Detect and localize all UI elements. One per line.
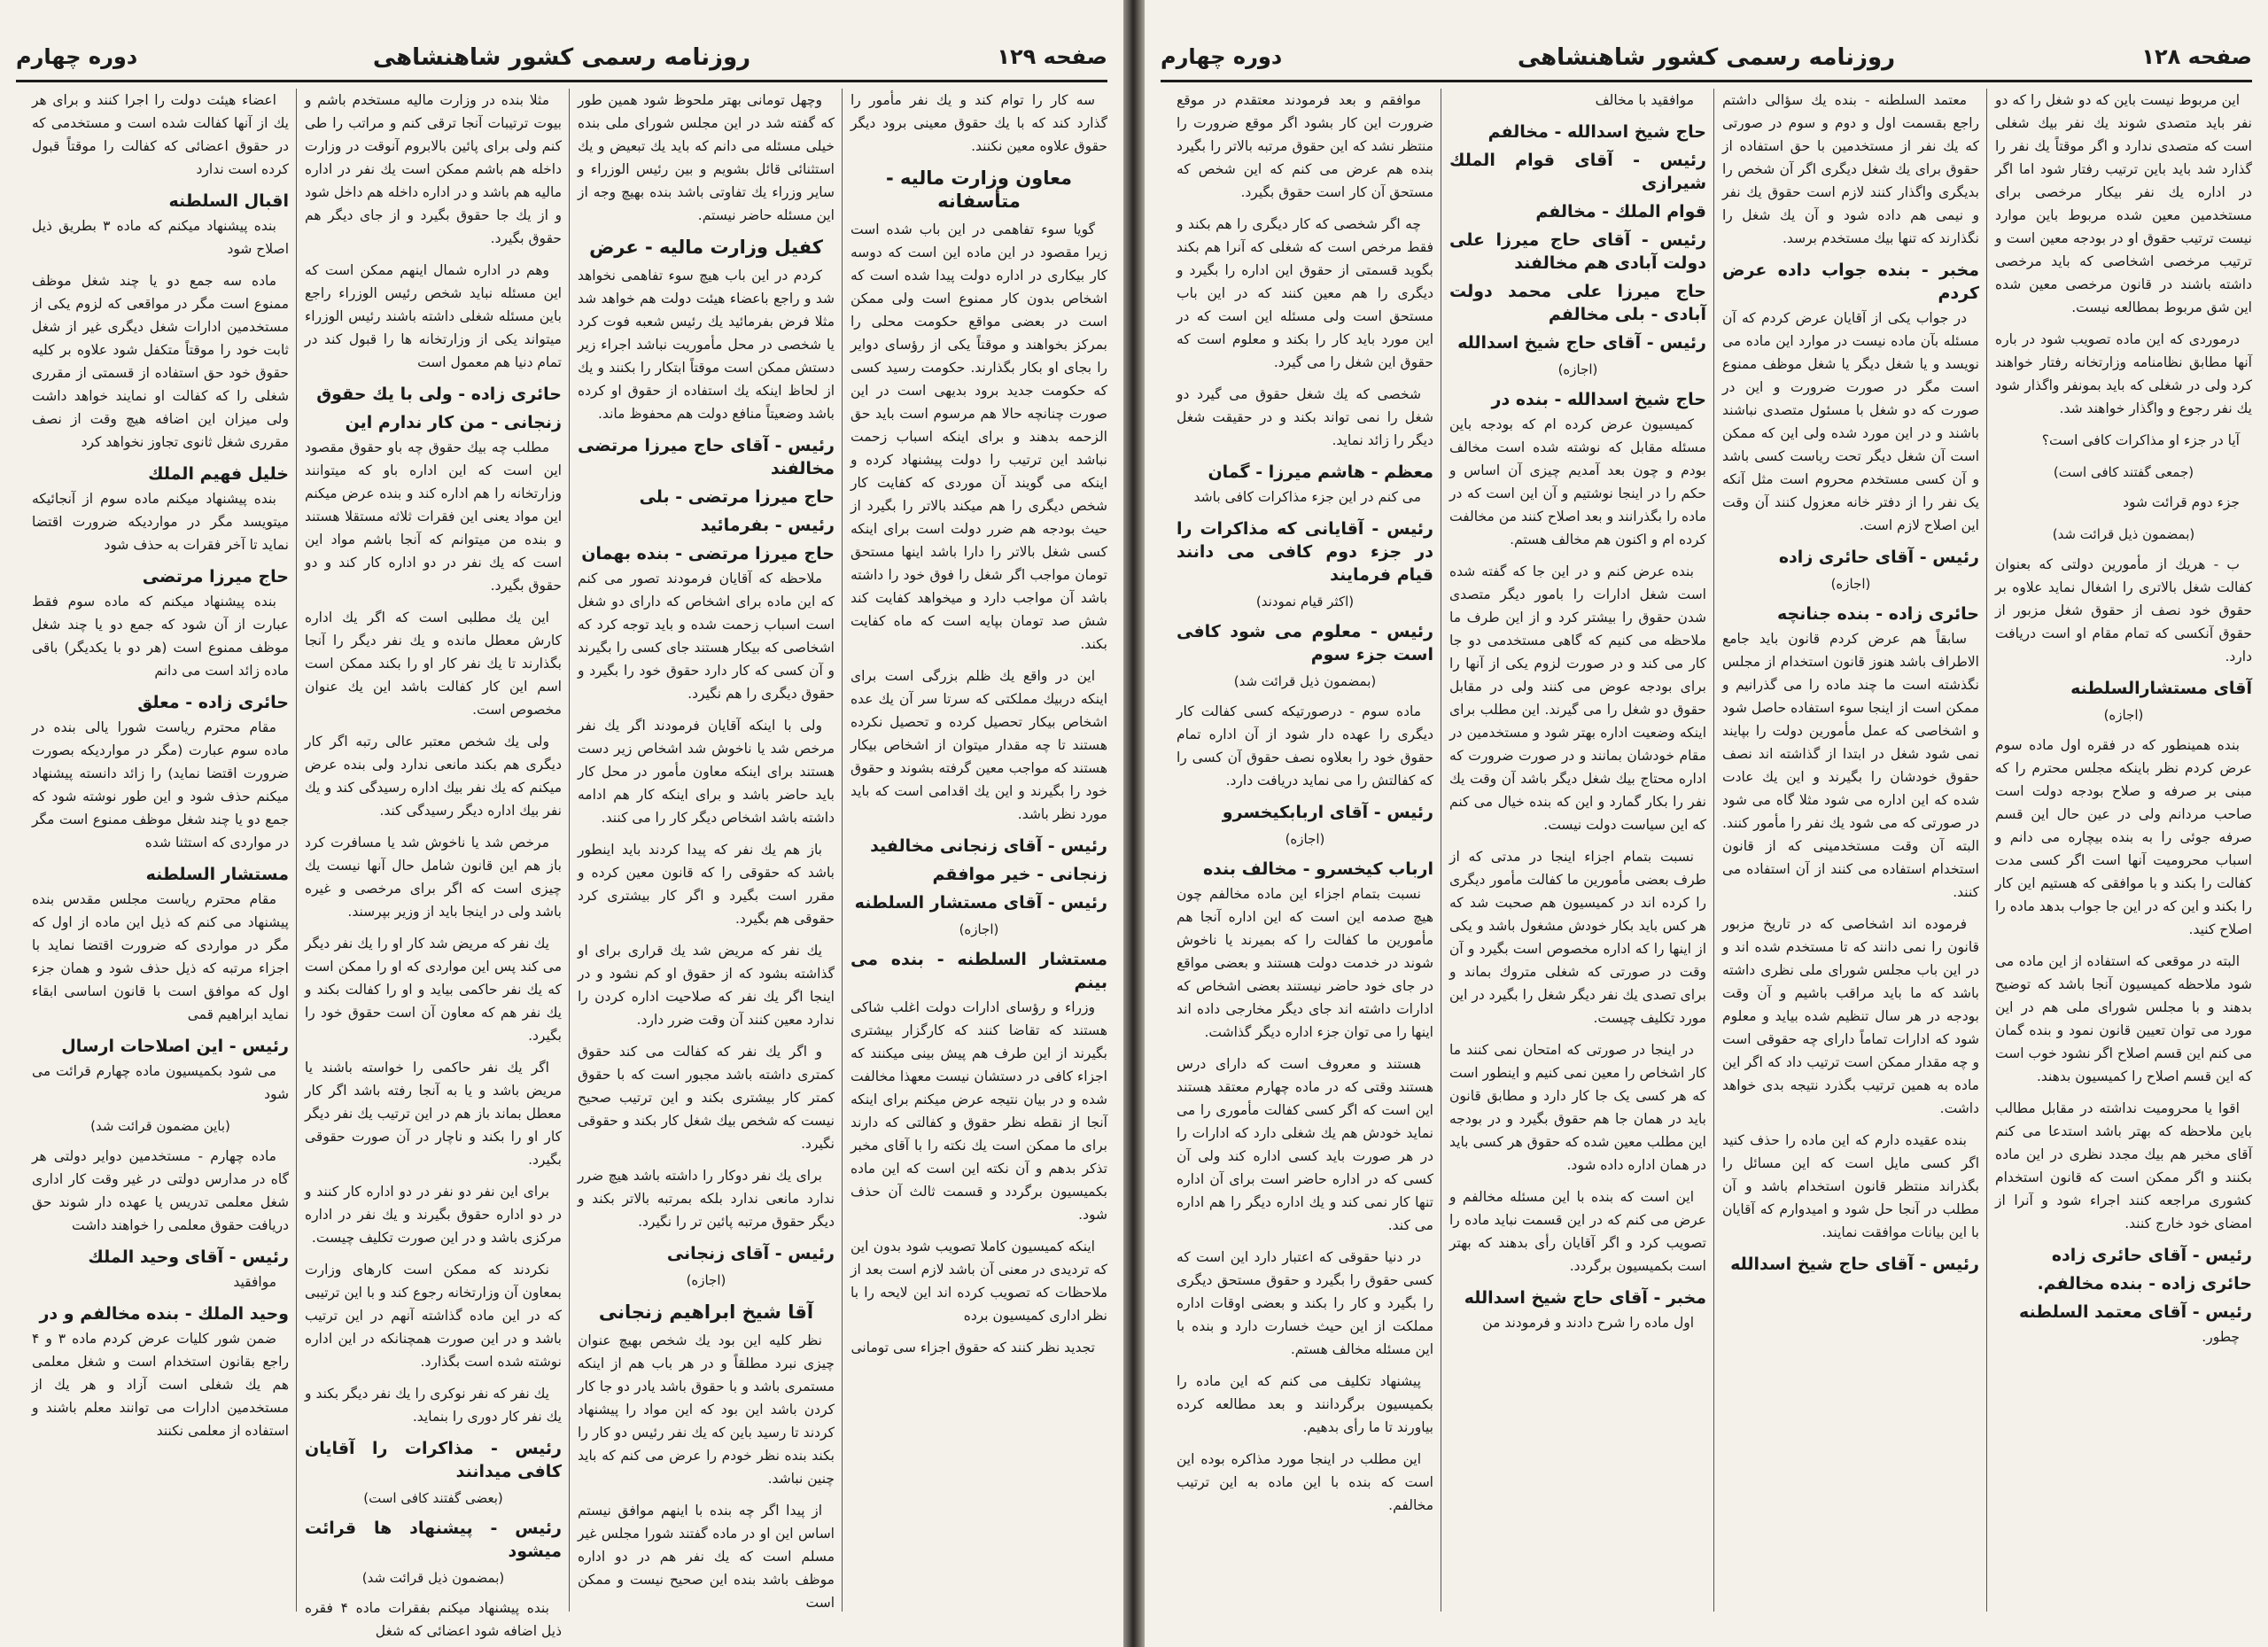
paragraph: ولی با اینکه آقایان فرمودند اگر یك نفر مرخص شد یا ناخوش شد اشخاص زیر دست هستند برای اینکه معاون مأمور در محل کار باید حاضر باشد و برای اینکه کار هم ادامه داشته باشد اشخاص دیگر کار را می کنند. — [578, 718, 835, 826]
speaker-line: رئیس - آقای حائری زاده — [2051, 1246, 2252, 1265]
speaker-line: رئیس - آقای حائری زاده — [1778, 548, 1979, 567]
speaker-line: معظم - هاشم میرزا - گمان — [1208, 462, 1433, 482]
speaker-line: رئیس - آقای معتمد السلطنه — [2018, 1302, 2252, 1322]
parenthetical-note: (بعضی گفتند کافی است) — [363, 1490, 503, 1506]
paragraph: نکردند که ممکن است کارهای وزارت بمعاون آن وزارتخانه رجوع کند و با این ترتیبی که در این ماده گذاشته آنهم در این ترتیب باشد و در این صورت همچنانکه در این اداره نوشته شده است بگذارد. — [305, 1262, 562, 1370]
speaker-line: رئیس - آقای حاج شیخ اسدالله — [1457, 333, 1706, 353]
paragraph: بنده عرض کنم و در این جا که گفته شده است شغل ادارات را بامور دیگر متصدی شدن حقوق را بیشتر کرد و از این طرف ما ملاحظه می کنیم که گاهی مستخدمی دو جا کار می کند و در صورت لزوم یکی از آنها را برای بودجه عوض می کنند ولی در مقابل حقوق دو شغل را می گیرند. این مطلب برای اینکه وضعیت اداره بهتر شود و مستخدمین در مقام خودشان بمانند و در صورت ضرورت که اداره محتاج بیك شغل دیگر باشد آن وقت یك نفر را بکار گمارد و این که بنده خیال می کنم که این سیاست دولت نیست. — [1449, 563, 1706, 833]
paragraph: این مطلب در اینجا مورد مذاکره بوده این است که بنده با این ماده به این ترتیب مخالفم. — [1177, 1451, 1433, 1513]
speaker-line: رئیس - آقای وحید الملك — [88, 1247, 289, 1267]
paragraph: وچهل تومانی بهتر ملحوظ شود همین طور که گفته شد در این مجلس شورای ملی بنده خیلی مسئله می دانم که باید یك تبعیض و یك استثنائی قائل بشویم و بین رئیس الوزراء و سایر وزراء یك تفاوتی باشد بنده بهیچ وجه از این مسئله حاضر نیستم. — [578, 92, 835, 223]
paragraph: اقوا یا محرومیت نداشته در مقابل مطالب باین ملاحظه که بهتر باشد استدعا می کنم آقای مخبر هم بیك مجدد نظری در این ماده بکنند و اگر ممکن است که قانون استخدام کشوری مراجعه کنند اجراء شود و آنرا از امضای خود خارج کنند. — [1995, 1100, 2252, 1231]
speaker-line: زنجانی - خیر موافقم — [932, 865, 1107, 884]
parenthetical-note: (اجازه) — [686, 1272, 726, 1288]
paragraph: در اینجا در صورتی که امتحان نمی کنند ما کار اشخاص را معین نمی کنیم و اینطور است که هر کسی یک جا کار دارد و مطابق قانون باید در همان جا هم حقوق بگیرد و در بودجه این مطلب معین شده که حقوق هر کسی باید در همان اداره داده شود. — [1449, 1042, 1706, 1173]
speaker-line: حاج میرزا علی محمد دولت آبادی - بلی مخالفم — [1449, 282, 1706, 324]
speaker-line: رئیس - این اصلاحات ارسال — [61, 1037, 289, 1056]
speaker-line: رئیس - آقای مستشار السلطنه — [854, 893, 1107, 913]
paragraph: اگر یك نفر حاکمی را خواسته باشند یا مریض باشد و یا به آنجا رفته باشد اگر کار معطل بماند باز هم در این ترتیب یك نفر دیگر کار او را بکند و ناچار در آن صورت حقوقی بگیرد. — [305, 1060, 562, 1168]
speaker-line: وحید الملك - بنده مخالفم و در — [39, 1304, 289, 1324]
paragraph: این یك مطلبی است که اگر یك اداره کارش معطل مانده و یك نفر دیگر را آنجا بگذارند تا یك نفر کار او را بکند ممکن است اسم این کار کفالت باشد این یك عنوان مخصوص است. — [305, 610, 562, 718]
text-column — [1449, 89, 1706, 1612]
paragraph: جزء دوم قرائت شود — [2123, 494, 2240, 510]
paragraph: تجدید نظر کنند که حقوق اجزاء سی تومانی — [850, 1340, 1095, 1356]
paragraph: البته در موقعی که استفاده از این ماده می شود ملاحظه کمیسیون آنجا باشد که توضیح بدهند و با مجلس شورای ملی هم در این مورد می توان تعیین قانون نمود و بنده گمان می کنم این قسم اصلاح اگر نشود خوب است که این قسم اصلاح را کمیسیون بدهند. — [1995, 953, 2252, 1084]
column-rule — [296, 89, 297, 1612]
paragraph: مرخص شد یا ناخوش شد یا مسافرت کرد باز هم این قانون شامل حال آنها نیست یك چیزی است که اگر برای مرخصی و غیره باشد ولی در اینجا باید از وزیر بپرسند. — [305, 835, 562, 920]
paragraph: کردم در این باب هیچ سوء تفاهمی نخواهد شد و راجع باعضاء هیئت دولت هم خواهد شد مثلا فرض بفرمائید یك رئیس شعبه فوت کرد یا شخصی در محل مأموریت نباشد اجراء زیر دستش ممکن است موقتاً ابتکار را بکنند و یك از لحاظ اینکه یك استفاده از حقوق او کرده باشد وضعیتاً منافع دولت هم محفوظ ماند. — [578, 268, 835, 422]
speaker-line: حاج میرزا مرتضی - بنده بهمان — [581, 544, 835, 563]
section-heading: آقا شیخ ابراهیم زنجانی — [598, 1301, 814, 1323]
paragraph: در جواب یکی از آقایان عرض کردم که آن مسئله بآن ماده نیست در موارد این ماده می نویسد و یا شغل دیگر یا شغل موظف ممنوع است مگر در صورت ضرورت و این در صورت که دو شغل با مسئول متصدی نباشند باشند و در این مورد شده ولی این که ممکن است آن شغل دیگر تحت ریاست کسی باشد و آن کسی مستخدم محروم است مثل آنکه یک نفر را از دفتر خانه معزول کنند آن وقت این اصلاح لازم است. — [1722, 310, 1979, 533]
speaker-line: مخبر - آقای حاج شیخ اسدالله — [1464, 1288, 1706, 1308]
speaker-line: قوام الملك - مخالفم — [1535, 202, 1706, 221]
speaker-line: رئیس - آقای حاج شیخ اسدالله — [1730, 1255, 1979, 1274]
paragraph: این در واقع یك ظلم بزرگی است برای اینکه دربیك مملکتی که سرتا سر آن یك عده اشخاص بیکار تحصیل کرده و تحصیل نکرده هستند تا چه مقدار میتوان از اشخاص بیکار هستند که مواجب معین گرفته بشوند و حقوق خود را بگیرند و این یك اقدامی است که باید مورد نظر باشد. — [850, 668, 1107, 822]
paragraph: اعضاء هیئت دولت را اجرا کنند و برای هر یك از آنها کفالت شده است و مستخدمی که در حقوق اعضائی که کفالت را موقتاً قبول کرده است ندارد — [32, 92, 289, 177]
paragraph: اینکه کمیسیون کاملا تصویب شود بدون این که تردیدی در معنی آن باشد لازم است بعد از ملاحظات که تصویب کرده اند این لایحه را با نظر اداری کمیسیون برده — [850, 1239, 1107, 1324]
text-columns — [16, 89, 1107, 1639]
parenthetical-note: (اجازه) — [1285, 831, 1325, 847]
paragraph: ملاحظه که آقایان فرمودند تصور می کنم که این ماده برای اشخاص که دارای دو شغل است اسباب زحمت شده و باید توجه کرد که اشخاصی که بیکار هستند جای کسی را بگیرند و آن کسی که کار دارد حقوق خود را بگیرد و حقوق دیگری را هم نگیرد. — [578, 571, 835, 702]
paragraph: ماده چهارم - مستخدمین دوایر دولتی هر گاه در مدارس دولتی در غیر وقت کار اداری شغل معلمی تدریس یا عهده دار شوند حق دریافت حقوق معلمی را خواهند داشت — [32, 1148, 289, 1233]
paragraph: و اگر یك نفر که کفالت می کند حقوق کمتری داشته باشد مجبور است که با حقوق کمتر کار بیشتری بکند و این ترتیب صحیح نیست که شخص بیك شغل کار بکند و حقوقی نگیرد. — [578, 1044, 835, 1152]
paragraph: این مربوط نیست باین که دو شغل را که دو نفر باید متصدی شوند یك نفر بیك شغلی است که متصدی ندارد و اگر موقتاً یك نفر را گذارد شد باید باین ترتیب رفتار شود اما اگر در اداره یك نفر بیکار مرخصی برای مستخدمین معین شده مربوط باین موارد نیست ترتیب حقوق او در بودجه معین است و ترتیب مرخصی اشخاصی که باید مرخصی داشته باشند در قانون مرخصی معین شده این شق مربوط بمطالعه نیست. — [1995, 92, 2252, 315]
text-column — [1722, 89, 1979, 1612]
paragraph: مقام محترم ریاست شورا یالی بنده در ماده سوم عبارت (مگر در مواردیکه بصورت ضرورت اقتضا نماید) را زائد دانسته پیشنهاد میکنم حذف شود و این طور نوشته شود که جمع دو یا چند شغل موظف ممنوع است مگر در مواردی که استثنا شده — [32, 719, 289, 851]
text-column — [305, 89, 562, 1639]
parenthetical-note: (اجازه) — [1830, 576, 1871, 592]
page-129 — [0, 0, 1123, 1647]
page-number: صفحه ۱۲۹ — [997, 44, 1107, 69]
paragraph: شخصی که یك شغل حقوق می گیرد دو شغل را نمی تواند بکند و در حقیقت شغل دیگر را زائد نماید. — [1177, 386, 1433, 448]
paragraph: بنده همینطور که در فقره اول ماده سوم عرض کردم نظر باینکه مجلس محترم را که مبنی بر صرفه و صلاح بودجه دولت است صاحب مردانم ولی در عین حال این قسم صرفه جوئی را به بنده بیچاره می دانم و اسباب محرومیت آنها است اگر کسی مدت کفالت را بکند و با موافقی که هستیم این کار را بکند و این که در این جا جواب بدهد ماده را اصلاح کنید. — [1995, 737, 2252, 937]
issue-period: دوره چهارم — [16, 44, 138, 69]
paragraph: باز هم یك نفر که پیدا کردند باید اینطور باشد که حقوقی را که قانون معین کرده و مقرر است بگیرد و اگر کار بیشتری کرد حقوقی هم بگیرد. — [578, 842, 835, 927]
speaker-line: رئیس - معلوم می شود کافی است جزء سوم — [1177, 622, 1433, 664]
paragraph: هستند و معروف است که دارای درس هستند وقتی که در ماده چهارم معتقد هستند این است که اگر کسی کفالت مأموری را می نماید خودش هم یك شغلی دارد که ادارات را در هر صورت باید کسی اداره کند ولی آن کسی که در اداره حاضر است برای آن اداره تنها کار نمی کند و یك اداره دیگر را هم اداره می کند. — [1177, 1056, 1433, 1233]
paragraph: یك نفر که نفر نوکری را یك نفر دیگر بکند و یك نفر کار دوری را بنماید. — [305, 1386, 562, 1425]
speaker-line: حاج میرزا مرتضی — [142, 567, 289, 587]
column-rule — [842, 89, 843, 1612]
paragraph: مقام محترم ریاست مجلس مقدس بنده پیشنهاد می کنم که ذیل این ماده از اول که مگر در مواردی که ضرورت اقتضا نماید با اجزاء مرتبه که ذیل حذف شود و همان جزء اول که موافق است با قانون اساسی ابقاء نماید ابراهیم قمی — [32, 891, 289, 1022]
parenthetical-note: (بمضمون ذیل قرائت شد) — [2052, 526, 2195, 542]
paragraph: بنده پیشنهاد میکنم که ماده ۳ بطریق ذیل اصلاح شود — [32, 218, 289, 257]
speaker-line: رئیس - آقای قوام الملك شیرازی — [1449, 151, 1706, 193]
paragraph: بنده پیشنهاد میکنم که ماده سوم فقط عبارت از آن شود که جمع دو یا چند شغل موظف ممنوع است (هر دو با یکدیگر) باقی ماده زائد است می دانم — [32, 594, 289, 679]
speaker-line: حائری زاده - معلق — [137, 693, 289, 712]
paragraph: از پیدا اگر چه بنده با اینهم موافق نیستم اساس این او در ماده گفتند شورا مجلس غیر مسلم است که یك نفر هم در دو اداره موظف باشد بنده این صحیح نیست و ممکن است — [578, 1503, 835, 1611]
section-heading: معاون وزارت مالیه - متأسفانه — [886, 167, 1072, 212]
speaker-line: حائری زاده - بنده جنانچه — [1777, 604, 1979, 624]
paragraph: ب - هریك از مأمورین دولتی که بعنوان کفالت شغل بالاتری را اشغال نماید علاوه بر حقوق خود نصف از حقوق شغل مزبور از حقوق آنکسی که تمام مقام او است دریافت دارد. — [1995, 556, 2252, 664]
paragraph: برای یك نفر دوکار را داشته باشد هیچ ضرر ندارد مانعی ندارد بلکه بمرتبه بالاتر بکند و دیگر حقوق مرتبه پائین تر را نگیرد. — [578, 1168, 835, 1230]
paragraph: معتمد السلطنه - بنده یك سؤالی داشتم راجع بقسمت اول و دوم و سوم در صورتی که یك نفر از مستخدمین با حق استفاده از حقوق برای یك شغل دیگری اگر آن شخص را بدیگری واگذار کنند لازم است حقوق یك نفر و نیمی هم داده شود و آن یك شغل را نگذارند که تنها بیك مستخدم برسد. — [1722, 92, 1979, 246]
newspaper-title: روزنامه رسمی کشور شاهنشاهی — [372, 44, 751, 71]
paragraph: سه کار را توام کند و یك نفر مأمور را گذارد کند که با یك حقوق معینی برود دیگر حقوق علاوه معین نکنند. — [850, 92, 1107, 154]
paragraph: پیشنهاد تکلیف می کنم که این ماده را بکمیسیون برگردانند و بعد مطالعه کرده بیاورند تا ما رأی بدهیم. — [1177, 1373, 1433, 1435]
speaker-line: رئیس - آقایانی که مذاکرات را در جزء دوم کافی می دانند قیام فرمایند — [1177, 519, 1433, 585]
speaker-line: حاج شیخ اسدالله - مخالفم — [1487, 122, 1706, 142]
speaker-line: رئیس - آقای اربابکیخسرو — [1222, 803, 1433, 822]
paragraph: موافقید با مخالف — [1595, 92, 1694, 108]
paragraph: در دنیا حقوقی که اعتبار دارد این است که کسی حقوق را بگیرد و حقوق مستحق دیگری را بگیرد و کار را بکند و بعضی اوقات اداره مملکت از این حیث خسارت دارد و بنده با این مسئله مخالف هستم. — [1177, 1249, 1433, 1357]
speaker-line: رئیس - آقای زنجانی — [666, 1244, 835, 1263]
parenthetical-note: (اجازه) — [1557, 361, 1598, 377]
speaker-line: زنجانی - من کار ندارم این — [345, 413, 562, 432]
parenthetical-note: (جمعی گفتند کافی است) — [2053, 464, 2194, 480]
page-number: صفحه ۱۲۸ — [2141, 44, 2252, 69]
speaker-line: اقبال السلطنه — [168, 191, 289, 211]
speaker-line: خلیل فهیم الملك — [148, 464, 289, 484]
paragraph: وهم در اداره شمال اینهم ممکن است که این مسئله نباید شخص رئیس الوزراء راجع باین مسئله شغلی داشته باشند رئیس الوزراء میتواند یکی از وزارتخانه ها را قبول کند در تمام دنیا هم معمول است — [305, 262, 562, 370]
paragraph: بنده پیشنهاد میکنم بفقرات ماده ۴ فقره ذیل اضافه شود اعضائی که شغل — [305, 1600, 562, 1639]
page-header — [1161, 39, 2252, 82]
text-column — [32, 89, 289, 1612]
paragraph: بنده عقیده دارم که این ماده را حذف کنید اگر کسی مایل است که این مسائل را بگذراند منتظر قانون استخدام باشد و آن مطلب در آنجا حل شود و امیدوارم که آقایان با این بیانات موافقت نمایند. — [1722, 1132, 1979, 1240]
text-column — [578, 89, 835, 1612]
paragraph: درموردی که این ماده تصویب شود در باره آنها مطابق نظامنامه وزارتخانه رفتار خواهند کرد ولی در شغلی که باید بمونفر واگذار شود یك نفر رجوع و واگذار خواهند شد. — [1995, 331, 2252, 416]
paragraph: می شود بکمیسیون ماده چهارم قرائت می شود — [32, 1063, 289, 1102]
paragraph: برای این نفر دو نفر در دو اداره کار کنند و در دو اداره حقوق بگیرند و یك نفر در اداره مرکزی باشد و در این صورت تکلیف چیست. — [305, 1184, 562, 1246]
column-rule — [1986, 89, 1987, 1612]
parenthetical-note: (باین مضمون قرائت شد) — [90, 1118, 230, 1134]
paragraph: مثلا بنده در وزارت مالیه مستخدم باشم و بیوت ترتیبات آنجا ترقی کنم و مراتب را طی کنم ولی برای پائین بالابروم آنوقت در وزارت داخله هم باشم ممکن است یك نفر در اداره مالیه هم باشد و در اداره داخله هم داخل شود و از یك جا حقوق بگیرد و از جای دیگر هم حقوق بگیرد. — [305, 92, 562, 246]
speaker-line: ارباب کیخسرو - مخالف بنده — [1202, 859, 1433, 879]
paragraph: نسبت بتمام اجزاء این ماده مخالفم چون هیچ صدمه این است که این اداره آنجا هم مأمورین ما کفالت را که بمیرند یا ناخوش شوند در خدمت دولت هستند و بعضی مواقع در جای خود حاضر نیستند بعضی اشخاص که ادارات داشته اند جای دیگر مخارجی داده اند اینها را می توان جزء اداره دیگر گذاشت. — [1177, 886, 1433, 1040]
column-rule — [1713, 89, 1714, 1612]
section-heading: کفیل وزارت مالیه - عرض — [589, 237, 823, 258]
paragraph: فرموده اند اشخاصی که در تاریخ مزبور قانون را نمی دانند که تا مستخدم شده اند و در این باب مجلس شورای ملی نظری داشته باشد که ما باید مراقب باشیم و آن وقت بودجه در هر سال تنظیم شده بیاید و معلوم شود که ادارات تماماً دارای چه حقوقی است و چه مقدار ممکن است ترتیب داد که اگر این ماده به همین ترتیب بگذرد نتیجه بدی خواهد داشت. — [1722, 916, 1979, 1116]
column-rule — [569, 89, 570, 1612]
paragraph: ولی یك شخص معتبر عالی رتبه اگر کار دیگری هم بکند مانعی ندارد ولی بنده عرض میکنم که یك نفر بیك اداره رسیدگی کند و یك نفر بیك اداره دیگر رسیدگی کند. — [305, 734, 562, 819]
paragraph: ضمن شور کلیات عرض کردم ماده ۳ و ۴ راجع بقانون استخدام است و شغل معلمی هم یك شغلی است آزاد و هر یك از مستخدمین ادارات می توانند معلم باشند و استفاده از معلمی نکنند — [32, 1331, 289, 1439]
paragraph: اول ماده را شرح دادند و فرمودند من — [1482, 1315, 1694, 1331]
paragraph: یك نفر که مریض شد کار او را یك نفر دیگر می کند پس این مواردی که او را ممکن است که یك نفر حاکمی بیاید و او را کفالت بکند و یك نفر هم که معاون آن است حقوق خود را بگیرد. — [305, 936, 562, 1044]
paragraph: موافقم و بعد فرمودند معتقدم در موقع ضرورت این کار بشود اگر موقع ضرورت را منتظر نشد که این حقوق مرتبه بالاتر را بگیرد بنده هم عرض می کنم که این شخص که مستحق آن کار است حقوق بگیرد. — [1177, 92, 1433, 200]
paragraph: آیا در جزء او مذاکرات کافی است؟ — [2041, 432, 2240, 448]
text-columns — [1161, 89, 2252, 1612]
speaker-line: آقای مستشارالسلطنه — [2070, 679, 2252, 698]
paragraph: چه اگر شخصی که کار دیگری را هم بکند و فقط مرخص است که شغلی که آنرا هم بکند بگوید قسمتی از حقوق این اداره را بگیرد و دیگری را هم معین کنند که در این باب مستحق است ولی مسئله این است که در این مورد باید کار را بکند و معلوم است که حقوق این شغل را می گیرد. — [1177, 216, 1433, 370]
paragraph: چطور. — [2202, 1329, 2240, 1345]
speaker-line: حائری زاده - بنده مخالفم. — [2037, 1274, 2252, 1294]
paragraph: بنده پیشنهاد میکنم ماده سوم از آنجائیکه میتویسد مگر در مواردیکه ضرورت اقتضا نماید تا آخر فقرات به حذف شود — [32, 491, 289, 553]
issue-period: دوره چهارم — [1161, 44, 1283, 69]
paragraph: سابقاً هم عرض کردم قانون باید جامع الاطراف باشد هنوز قانون استخدام از مجلس نگذشته است ما چند ماده را می گذرانیم و ممکن است از اینجا سوء استفاده حاصل شود و اشخاصی که عمل مأمورین دولت را بپایند نمی شود شغل در ابتدا از گذاشته اند نصف حقوق خودشان را بگیرند و این یك عادت شده که این اداره می شود مثلا گاه می شود در صورتی که می شود یك نفر را مأمور کنند. البته آن وقت مستخدمینی که از قانون استخدام استفاده می کنند از آن استفاده می کنند. — [1722, 631, 1979, 900]
paragraph: موافقید — [233, 1274, 276, 1290]
parenthetical-note: (اجازه) — [2103, 707, 2144, 723]
parenthetical-note: (اکثر قیام نمودند) — [1255, 594, 1355, 610]
paragraph: کمیسیون عرض کرده ام که بودجه باین مسئله مقابل که نوشته شده است مخالف بودم و چون بعد آمدیم چیزی آن اساس و حکم را در اینجا نوشتیم و آن این است که در ماده را بگذرانند و بعد اصلاح کنند من مخالفت کرده ام و اکنون هم مخالف هستم. — [1449, 416, 1706, 548]
paragraph: نظر کلیه این بود یك شخص بهیچ عنوان چیزی نبرد مطلقاً و در هر باب هم از اینکه مستمری باشد و با حقوق باشد یادر دو جا کار کردن باشد این بود که این مواد را پیشنهاد کردند تا رسید باین که یك نفر رئیس دو کار را بکند بنده نظر خودم را عرض می کنم که باید چنین نباشد. — [578, 1332, 835, 1487]
page-header — [16, 39, 1107, 82]
speaker-line: مستشار السلطنه - بنده می بینم — [850, 950, 1107, 992]
paragraph: یك نفر که مریض شد یك قراری برای او گذاشته بشود که از حقوق او کم نشود و در اینجا اگر یك نفر که صلاحیت اداره کردن را ندارد معین کنند آن وقت ضرر دارد. — [578, 943, 835, 1028]
parenthetical-note: (اجازه) — [959, 921, 999, 937]
newspaper-title: روزنامه رسمی کشور شاهنشاهی — [1517, 44, 1896, 71]
paragraph: این است که بنده با این مسئله مخالفم و عرض می کنم که در این قسمت نباید ماده را تصویب کرد و اگر آقایان رأی بدهند که بهتر است بکمیسیون برگردد. — [1449, 1189, 1706, 1274]
speaker-line: حاج شیخ اسدالله - بنده در — [1491, 390, 1706, 409]
page-128 — [1145, 0, 2268, 1647]
speaker-line: مخبر - بنده جواب داده عرض کردم — [1722, 260, 1979, 303]
parenthetical-note: (بمضمون ذیل قرائت شد) — [1233, 673, 1377, 689]
text-column — [850, 89, 1107, 1612]
parenthetical-note: (بمضمون ذیل قرائت شد) — [361, 1570, 505, 1586]
speaker-line: حائری زاده - ولی با یك حقوق — [316, 385, 562, 404]
text-column — [1177, 89, 1433, 1612]
paragraph: وزراء و رؤسای ادارات دولت اغلب شاکی هستند که تقاضا کنند که کارگزار بیشتری بگیرند از این طرف هم پیش بینی میکنند که اجزاء کافی در دستشان نیست معهذا مخالفت شده و در بیان نتیجه عرض میکنم برای اینکه آنجا از نقطه نظر حقوق و کفالتی که دارند برای ما ممکن است یك نکته را با آقای مخبر تذکر بدهم و آن نکته این است که این ماده بکمیسیون برگردد و قسمت ثالث آن حذف شود. — [850, 999, 1107, 1223]
speaker-line: رئیس - پیشنهاد ها قرائت میشود — [305, 1519, 562, 1561]
paragraph: ماده سه جمع دو یا چند شغل موظف ممنوع است مگر در مواقعی که لزوم یکی از مستخدمین ادارات شغل دیگری غیر از شغل ثابت خود را موقتاً متکفل شود علاوه بر کلیه حقوق خود حق استفاده از قسمتی از مقرری شغلی را که کفالت او نمایند خواهد داشت ولی میزان این اضافه هیچ وقت از نصف مقرری شغل ثانوی تجاوز نخواهد کرد — [32, 273, 289, 450]
book-gutter — [1123, 0, 1145, 1647]
paragraph: ماده سوم - درصورتیکه کسی کفالت کار دیگری را عهده دار شود از آن اداره تمام حقوق خود را بعلاوه نصف حقوق آن کسی را که کفالتش را می نماید دریافت دارد. — [1177, 703, 1433, 789]
speaker-line: رئیس - آقای حاج میرزا علی دولت آبادی هم مخالفند — [1449, 230, 1706, 273]
speaker-line: رئیس - بفرمائید — [700, 516, 835, 535]
paragraph: می کنم در این جزء مذاکرات کافی باشد — [1193, 489, 1421, 505]
paragraph: گویا سوء تفاهمی در این باب شده است زیرا مقصود در این ماده این است که دوسه کار بیکاری در اداره دولت پیدا شده است که اشخاص بدون کار ممنوع است ولی ممکن است در بعضی مواقع حکومت محلی را بمرکز بخواهند و موقتاً یکی از رؤسای دوایر را بجای او بکار بگذارند. حکومت رسید کسی که حکومت جدید برود بدیهی است در این صورت چنانچه حالا هم مرسوم است باید حق الزحمه بدهند و برای اینکه اسباب زحمت نباشد این ترتیب را دولت پیشنهاد کرده و اینکه می گویند آن موردی که کفایت کار شخص دیگری را هم میکند بالاتر را بگیرد از حیث بودجه هم ضرر دولت است برای اینکه کسی شغل بالاتر را دارا باشد اینها مستحق تومان مواجب اگر شغل را فوق خود را داشته باشد آن مواجب دارد و میخواهد کفایت کند شش صد تومان بپایه است که ماه کفایت بکند. — [850, 221, 1107, 652]
speaker-line: رئیس - مذاکرات را آقایان کافی میدانند — [305, 1439, 562, 1481]
speaker-line: رئیس - آقای زنجانی مخالفید — [870, 836, 1107, 856]
text-column — [1995, 89, 2252, 1612]
speaker-line: مستشار السلطنه — [145, 865, 289, 884]
paragraph: نسبت بتمام اجزاء اینجا در مدتی که از طرف بعضی مأمورین ما کفالت مأمور دیگری را کرده اند در کمیسیون هم صحبت شد که هر کس باید بکار خودش مشغول باشد و یکی از اینها را که اداره مخصوص است بگیرد و آن وقت در صورتی که شغلی متروك بماند و برای تصدی یك نفر دیگر شغل را بگیرد در این مورد تکلیف چیست. — [1449, 849, 1706, 1026]
speaker-line: حاج میرزا مرتضی - بلی — [639, 487, 835, 507]
paragraph: مطلب چه بیك حقوق چه باو حقوق مقصود این است که این اداره باو که میتوانند وزارتخانه را هم اداره کند و بنده عرض میکنم این مواد یعنی این فقرات ثلاثه مستقلا هستند و بنده من میتوانم که آنجا باشم مواد این است که یك نفر در دو اداره کار کند و دو حقوق بگیرد. — [305, 439, 562, 594]
speaker-line: رئیس - آقای حاج میرزا مرتضی مخالفند — [578, 436, 835, 478]
